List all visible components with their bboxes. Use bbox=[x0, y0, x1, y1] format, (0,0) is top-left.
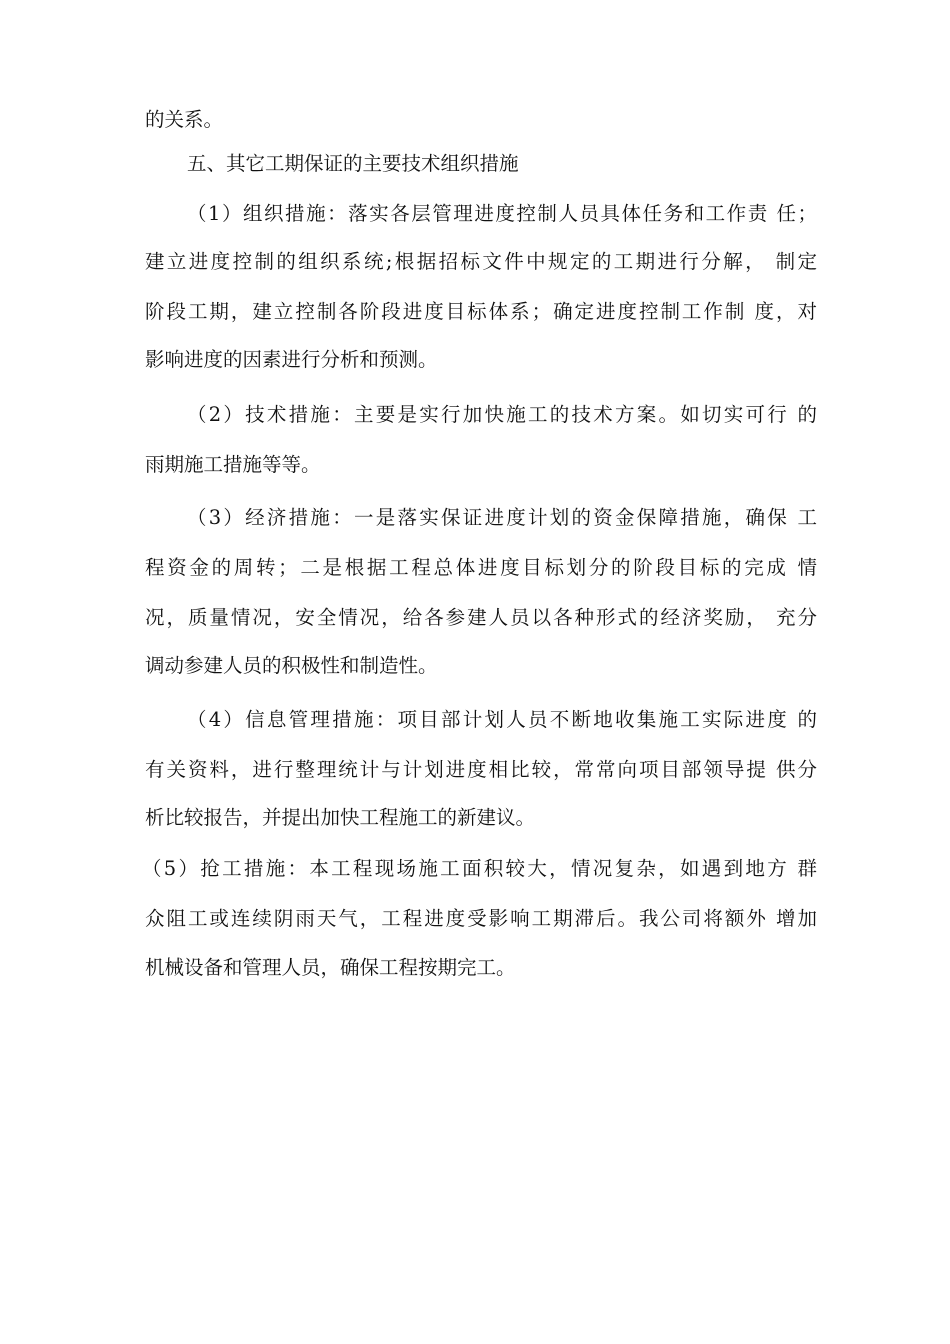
paragraph-5-line-2: 众阻工或连续阴雨天气，工程进度受影响工期滞后。我公司将额外 增加 bbox=[145, 907, 817, 930]
paragraph-1-line-3: 阶段工期，建立控制各阶段进度目标体系；确定进度控制工作制 度，对 bbox=[145, 300, 817, 323]
paragraph-4-line-2: 有关资料，进行整理统计与计划进度相比较，常常向项目部领导提 供分 bbox=[145, 758, 817, 781]
paragraph-5-line-1: （5）抢工措施：本工程现场施工面积较大，情况复杂，如遇到地方 群 bbox=[142, 857, 817, 880]
paragraph-3-line-4: 调动参建人员的积极性和制造性。 bbox=[145, 654, 438, 677]
paragraph-1-line-4: 影响进度的因素进行分析和预测。 bbox=[145, 348, 438, 371]
text-line-continuation: 的关系。 bbox=[145, 108, 224, 131]
paragraph-4-line-3: 析比较报告，并提出加快工程施工的新建议。 bbox=[145, 806, 536, 829]
paragraph-4-line-1: （4）信息管理措施：项目部计划人员不断地收集施工实际进度 的 bbox=[187, 708, 817, 731]
paragraph-3-line-1: （3）经济措施：一是落实保证进度计划的资金保障措施，确保 工 bbox=[187, 506, 817, 529]
paragraph-1-line-2: 建立进度控制的组织系统;根据招标文件中规定的工期进行分解， 制定 bbox=[145, 250, 817, 273]
paragraph-2-line-1: （2）技术措施：主要是实行加快施工的技术方案。如切实可行 的 bbox=[187, 403, 817, 426]
paragraph-1-line-1: （1）组织措施：落实各层管理进度控制人员具体任务和工作责 任； bbox=[187, 202, 817, 225]
paragraph-5-line-3: 机械设备和管理人员，确保工程按期完工。 bbox=[145, 956, 516, 979]
paragraph-2-line-2: 雨期施工措施等等。 bbox=[145, 453, 321, 476]
paragraph-3-line-2: 程资金的周转；二是根据工程总体进度目标划分的阶段目标的完成 情 bbox=[145, 556, 817, 579]
paragraph-3-line-3: 况，质量情况，安全情况，给各参建人员以各种形式的经济奖励， 充分 bbox=[145, 606, 817, 629]
section-heading: 五、其它工期保证的主要技术组织措施 bbox=[187, 152, 519, 175]
